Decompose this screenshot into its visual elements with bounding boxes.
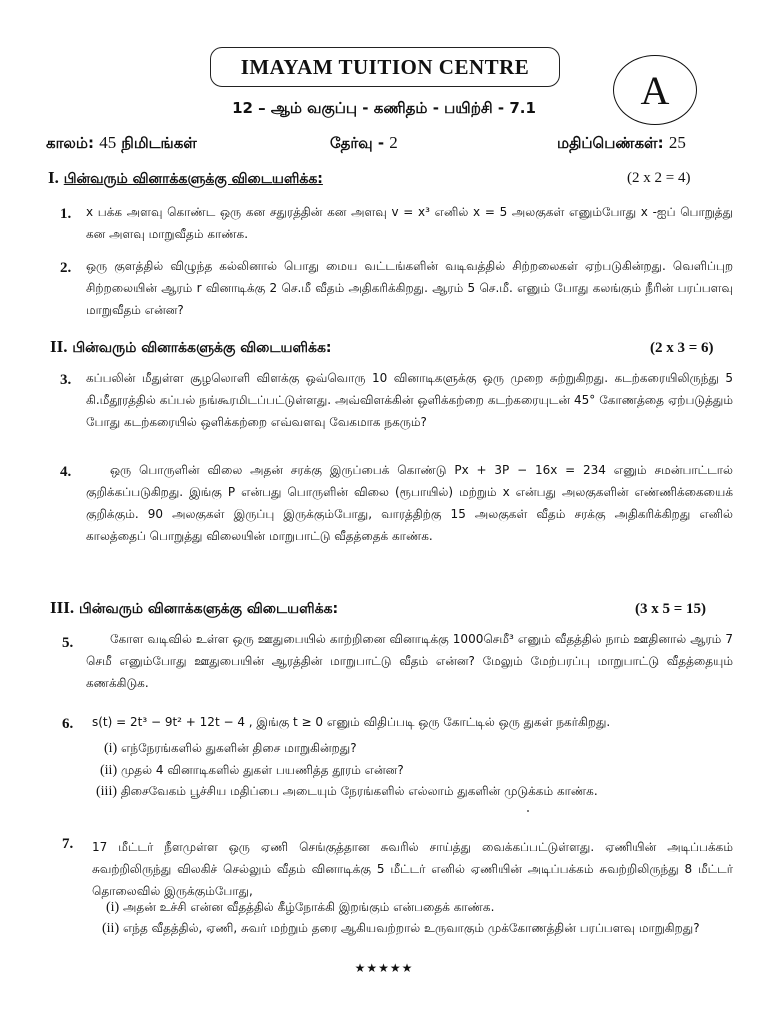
set-badge: A (613, 55, 697, 125)
footer-stars: ★★★★★ (354, 961, 414, 975)
section-3-title: III. பின்வரும் வினாக்களுக்கு விடையளிக்க: (50, 598, 339, 617)
test-label: தேர்வு - (330, 134, 385, 152)
marks-value: 25 (668, 133, 686, 152)
institute-title: IMAYAM TUITION CENTRE (210, 47, 560, 87)
test-info (330, 133, 398, 154)
question-number: 2. (60, 260, 72, 276)
question-text: s(t) = 2t³ − 9t² + 12t − 4 , இங்கு t ≥ 0 எனும் விதிப்படி ஒரு கோட்டில் ஒரு துகள் நகர்கிறது. (92, 715, 611, 729)
question-number: 3. (60, 372, 72, 388)
marks-label: மதிப்பெண்கள்: (557, 134, 664, 152)
subpart: (i) எந்நேரங்களில் துகளின் திசை மாறுகின்றது? (104, 741, 357, 756)
question-number: 1. (60, 206, 72, 222)
subpart: (ii) முதல் 4 வினாடிகளில் துகள் பயணித்த தூரம் என்ன? (100, 763, 404, 778)
subpart: (iii) திசைவேகம் பூச்சிய மதிப்பை அடையும் நேரங்களில் எல்லாம் துகளின் முடுக்கம் காண்க. (96, 784, 598, 799)
section-3-marks: (3 x 5 = 15) (635, 601, 707, 617)
time-info (46, 133, 197, 154)
question-text: கோள வடிவில் உள்ள ஒரு ஊதுபையில் காற்றினை வினாடிக்கு 1000செமீ³ எனும் வீதத்தில் நாம் ஊதினால் ஆரம் 7 செமீ எனும்போது ஊதுபையின் ஆரத்தின் மாறுபாட்டு வீதம் என்ன? மேலும் மேற்பரப்பு மாறுபாட்டு வீதத்தையும் கணக்கிடுக. (86, 632, 733, 690)
subpart: (ii) எந்த வீதத்தில், ஏணி, சுவர் மற்றும் தரை ஆகியவற்றால் உருவாகும் முக்கோணத்தின் பரப்பளவு மாறுகிறது? (102, 921, 700, 936)
section-2-marks: (2 x 3 = 6) (650, 340, 714, 356)
marks-info (557, 133, 686, 154)
question-text: கப்பலின் மீதுள்ள சூழலொளி விளக்கு ஒவ்வொரு 10 வினாடிகளுக்கு ஒரு முறை சுற்றுகிறது. கடற்கரையிலிருந்து 5 கி.மீதூரத்தில் கப்பல் நங்கூரமிடப்பட்டுள்ளது. அவ்விளக்கின் ஒளிக்கற்றை கடற்கரையுடன் 45° கோணத்தை ஏற்படுத்தும் போது கடற்கரையில் ஒளிக்கற்றை எவ்வளவு வேகமாக நகரும்? (86, 371, 733, 429)
section-1-marks: (2 x 2 = 4) (627, 170, 691, 186)
question-text: 17 மீட்டர் நீளமுள்ள ஒரு ஏணி செங்குத்தான சுவரில் சாய்த்து வைக்கப்பட்டுள்ளது. ஏணியின் அடிப்பக்கம் சுவற்றிலிருந்து விலகிச் செல்லும் வீதம் வினாடிக்கு 5 மீட்டர் எனில் ஏணியின் அடிப்பக்கம் சுவற்றிலிருந்து 8 மீட்டர் தொலைவில் இருக்கும்போது, (92, 840, 733, 898)
section-2-title: II. பின்வரும் வினாக்களுக்கு விடையளிக்க: (50, 337, 332, 356)
question-text: ஒரு பொருளின் விலை அதன் சரக்கு இருப்பைக் கொண்டு Px + 3P − 16x = 234 எனும் சமன்பாட்டால் குறிக்கப்படுகிறது. இங்கு P என்பது பொருளின் விலை (ரூபாயில்) மற்றும் x என்பது அலகுகளின் எண்ணிக்கையைக் குறிக்கும். 90 அலகுகள் இருப்பு இருக்கும்போது, வாரத்திற்கு 15 அலகுகள் வீதம் சரக்கு அதிகரிக்கிறது எனில் காலத்தைப் பொறுத்து விலையின் மாறுபாட்டு வீதத்தைக் காண்க. (86, 463, 733, 543)
test-value: 2 (389, 133, 398, 152)
time-value: 45 (99, 133, 117, 152)
question-number: 7. (62, 836, 74, 852)
question-number: 4. (60, 464, 72, 480)
question-number: 5. (62, 635, 74, 651)
time-label: காலம்: (46, 134, 94, 152)
subpart: (i) அதன் உச்சி என்ன வீதத்தில் கீழ்நோக்கி இறங்கும் என்பதைக் காண்க. (106, 900, 495, 915)
section-1-title: I. பின்வரும் வினாக்களுக்கு விடையளிக்க: (48, 168, 323, 187)
question-number: 6. (62, 716, 74, 732)
stray-mark (527, 810, 529, 812)
exam-subtitle: 12 – ஆம் வகுப்பு - கணிதம் - பயிற்சி - 7.1 (232, 99, 536, 117)
question-text: ஒரு குளத்தில் விழுந்த கல்லினால் பொது மைய வட்டங்களின் வடிவத்தில் சிற்றலைகள் ஏற்படுகின்றது. வெளிப்புற சிற்றலையின் ஆரம் r வினாடிக்கு 2 செ.மீ வீதம் அதிகரிக்கிறது. ஆரம் 5 செ.மீ. எனும் போது கலங்கும் நீரின் பரப்பளவு மாறுவீதம் என்ன? (86, 259, 733, 317)
time-unit: நிமிடங்கள் (121, 134, 197, 152)
question-text: x பக்க அளவு கொண்ட ஒரு கன சதுரத்தின் கன அளவு v = x³ எனில் x = 5 அலகுகள் எனும்போது x -ஐப் பொறுத்து கன அளவு மாறுவீதம் காண்க. (86, 205, 733, 241)
